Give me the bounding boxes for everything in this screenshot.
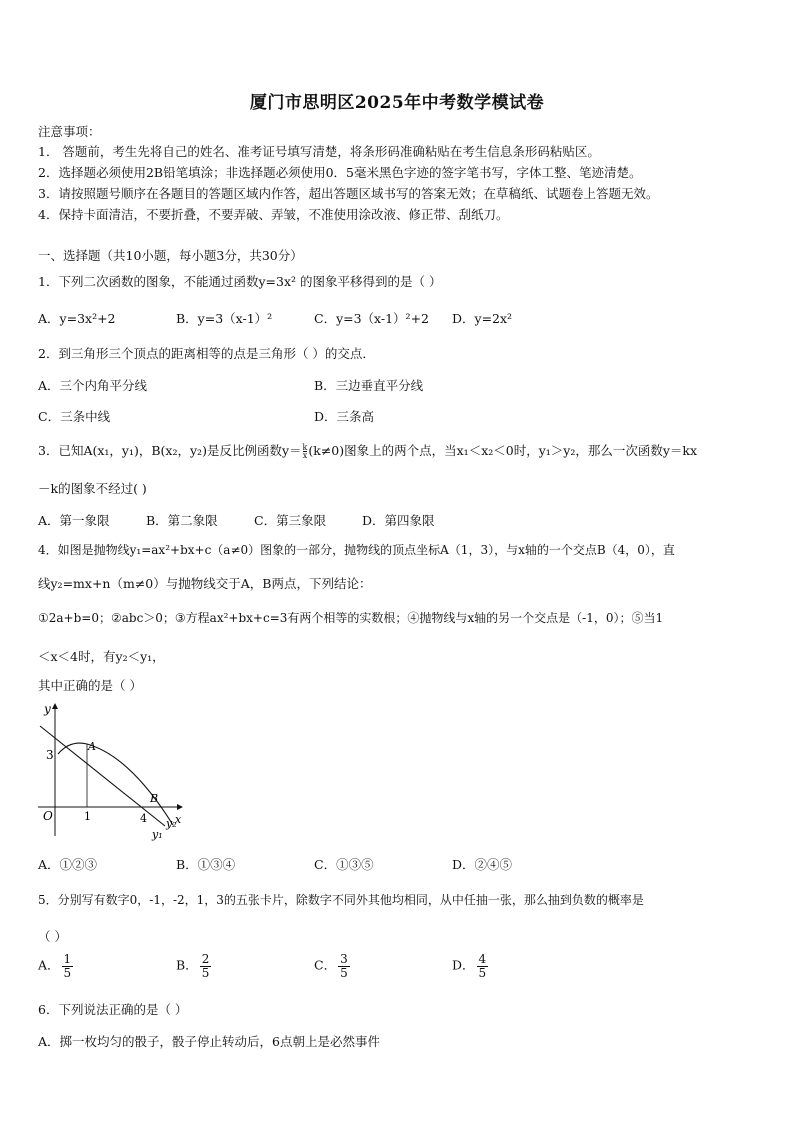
y-tick-3: 3 <box>46 748 54 762</box>
q5-a-numerator: 1 <box>63 952 72 966</box>
q5-option-d-label: D． <box>452 957 475 973</box>
notes-heading: 注意事项： <box>38 124 101 139</box>
q4-stem-line4: ＜x＜4时，有y₂＜y₁， <box>38 649 165 664</box>
x-tick-4: 4 <box>140 812 147 825</box>
q1-option-b: B．y=3（x-1）² <box>176 311 273 326</box>
note-item-4: 4．保持卡面清洁，不要折叠，不要弄破、弄皱，不准使用涂改液、修正带、刮纸刀。 <box>38 207 509 222</box>
q5-option-b <box>176 953 213 979</box>
x-tick-1: 1 <box>84 810 91 823</box>
q5-stem-2: （ ） <box>38 929 67 944</box>
q4-stem-line5: 其中正确的是（ ） <box>38 678 142 693</box>
q4-stem-line2: 线y₂=mx+n（m≠0）与抛物线交于A，B两点，下列结论： <box>38 576 372 591</box>
line-y2 <box>40 726 165 826</box>
q3-option-a: A．第一象限 <box>38 513 110 528</box>
q5-option-c-fraction <box>338 953 350 979</box>
parabola-y1 <box>58 743 173 825</box>
q5-b-denominator: 5 <box>201 965 210 980</box>
q1-option-c: C．y=3（x-1）²+2 <box>314 311 429 326</box>
note-item-3: 3．请按照题号顺序在各题目的答题区域内作答，超出答题区域书写的答案无效；在草稿纸、试题卷上答题无效。 <box>38 186 659 201</box>
page-title: 厦门市思明区2025年中考数学模试卷 <box>249 93 545 113</box>
origin-label: O <box>43 809 53 823</box>
q4-option-b: B．①③④ <box>176 857 236 872</box>
q1-stem: 1．下列二次函数的图象，不能通过函数y=3x² 的图象平移得到的是（ ） <box>38 274 442 289</box>
q3-option-d: D．第四象限 <box>362 513 435 528</box>
q2-option-a: A．三个内角平分线 <box>38 378 148 393</box>
q2-stem: 2．到三角形三个顶点的距离相等的点是三角形（ ）的交点． <box>38 346 375 361</box>
x-axis-label: x <box>175 813 182 826</box>
note-item-2: 2．选择题必须使用2B铅笔填涂；非选择题必须使用0．5毫米黑色字迹的签字笔书写，字体工整、笔迹清楚。 <box>38 165 642 180</box>
y-axis-label: y <box>44 702 51 716</box>
q4-stem-line1: 4．如图是抛物线y₁=ax²+bx+c（a≠0）图象的一部分，抛物线的顶点坐标A（1，3），与x轴的一个交点B（4，0），直 <box>38 543 675 557</box>
q5-c-denominator: 5 <box>340 965 348 980</box>
q5-option-b-label: B． <box>176 957 198 973</box>
q4-figure <box>30 698 190 843</box>
q6-option-a: A．掷一枚均匀的骰子，骰子停止转动后，6点朝上是必然事件 <box>38 1034 380 1049</box>
q4-option-a: A．①②③ <box>38 857 98 872</box>
q5-stem: 5．分别写有数字0，-1，-2，1，3的五张卡片，除数字不同外其他均相同，从中任抽一张，那么抽到负数的概率是 <box>38 893 644 907</box>
point-a-label: A <box>88 740 96 753</box>
q3-stem-a: 3．已知A(x₁，y₁)，B(x₂，y₂)是反比例函数y＝ <box>38 443 302 458</box>
q1-option-d: D．y=2x² <box>452 311 513 326</box>
y1-label: y₁ <box>152 828 163 841</box>
note-item-1: 1． 答题前，考生先将自己的姓名、准考证号填写清楚，将条形码准确粘贴在考生信息条形码粘贴区。 <box>38 144 600 159</box>
q5-a-denominator: 5 <box>63 965 72 980</box>
q5-b-numerator: 2 <box>201 952 210 966</box>
q5-d-numerator: 4 <box>478 952 487 966</box>
q3-frac-numerator: k <box>302 442 308 452</box>
q4-option-d: D．②④⑤ <box>452 857 513 872</box>
q3-stem-line2: －k的图象不经过( ) <box>38 481 147 496</box>
q5-option-c-label: C． <box>314 957 337 973</box>
y2-label: y₂ <box>166 817 177 830</box>
point-b-label: B <box>150 792 159 805</box>
q5-option-c <box>314 953 352 979</box>
q5-option-b-fraction <box>200 953 212 979</box>
q3-stem-b: (k≠0)图象上的两个点，当x₁＜x₂＜0时，y₁＞y₂，那么一次函数y＝kx <box>308 443 698 458</box>
q5-option-a-label: A． <box>38 957 60 973</box>
q2-option-b: B．三边垂直平分线 <box>314 378 424 393</box>
q4-stem-line3: ①2a+b=0；②abc＞0；③方程ax²+bx+c=3有两个相等的实数根；④抛物线与x轴的另一个交点是（-1，0）；⑤当1 <box>38 611 664 625</box>
q5-c-numerator: 3 <box>340 952 348 966</box>
q5-option-d-fraction <box>477 953 489 979</box>
q5-option-d <box>452 953 490 979</box>
q2-option-c: C．三条中线 <box>38 409 111 424</box>
section-heading: 一、选择题（共10小题，每小题3分，共30分） <box>38 248 303 263</box>
q3-frac-denominator: x <box>302 451 308 460</box>
q3-fraction <box>303 444 308 459</box>
q3-option-c: C．第三象限 <box>254 513 327 528</box>
q4-option-c: C．①③⑤ <box>314 857 374 872</box>
q3-option-b: B．第二象限 <box>146 513 218 528</box>
q5-option-a <box>38 953 75 979</box>
q1-option-a: A．y=3x²+2 <box>38 311 116 326</box>
q3-stem-line1 <box>38 441 697 459</box>
q5-option-a-fraction <box>62 953 74 979</box>
q5-d-denominator: 5 <box>478 965 487 980</box>
q2-option-d: D．三条高 <box>314 409 375 424</box>
q6-stem: 6．下列说法正确的是（ ） <box>38 1002 188 1017</box>
